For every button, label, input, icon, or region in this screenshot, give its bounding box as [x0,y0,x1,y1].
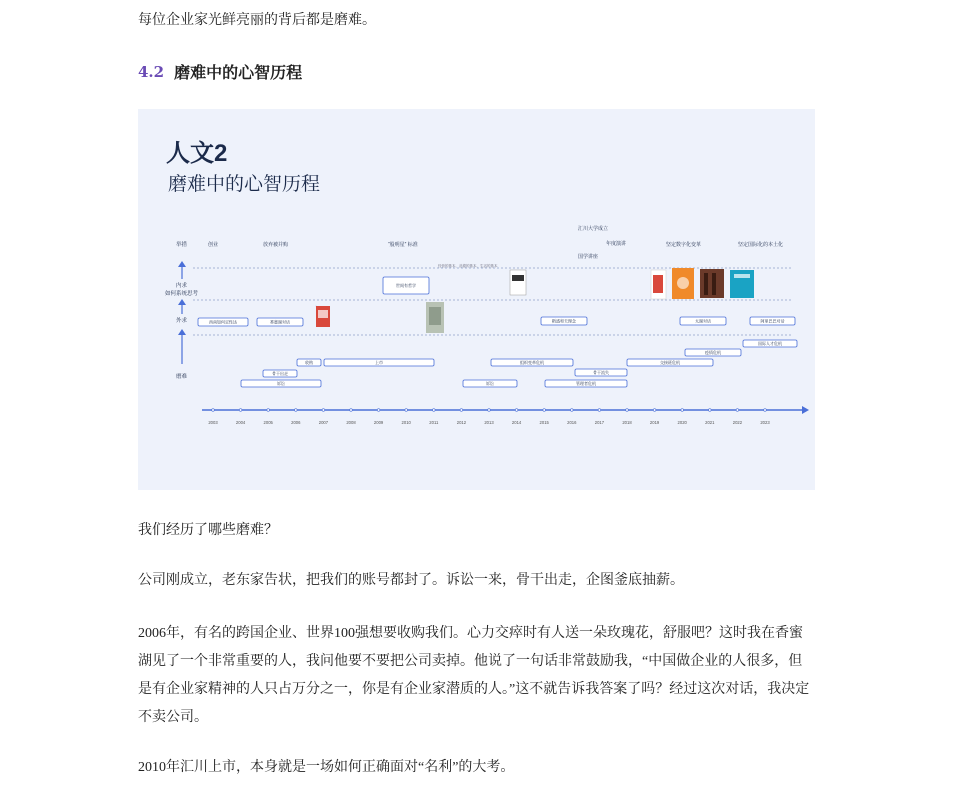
timeline-svg [138,109,815,490]
hardship-box [627,359,713,366]
year-tick [267,409,270,412]
row-label-inner: 内求如何系统思考 [165,283,199,297]
figure-background [138,109,815,490]
year-label: 2018 [622,420,632,425]
hardship-box-label: 骨干流失 [593,370,609,375]
year-label: 2005 [263,420,273,425]
year-tick [239,409,242,412]
year-tick [736,409,739,412]
year-label: 2013 [484,420,494,425]
year-label: 2011 [429,420,439,425]
outer-box-label: 稻盛和夫理念 [552,318,576,324]
paragraph-3: 2006年，有名的跨国企业、世界100强想要收购我们。心力交瘁时有人送一朵玫瑰花，舒服吧？这时我在香蜜湖见了一个非常重要的人，我问他要不要把公司卖掉。他说了一句话非常鼓励我，“中国做企业的人很多，但是有企业家精神的人只占万分之一，你是有企业家潜质的人。”这不就告诉我答案了吗？经过这次对话，我决定不卖公司。 [138,626,810,725]
year-label: 2012 [456,420,467,425]
year-tick [764,409,767,412]
outer-box-label: 太湖对话 [695,318,711,324]
year-label: 2020 [677,420,687,425]
outer-box [198,318,248,326]
hardship-box [263,370,297,377]
row-label-hardship: 磨难 [176,374,188,380]
year-tick [515,409,518,412]
milestone-label: 创业 [208,242,219,248]
hardship-box [491,359,573,366]
hardship-box [575,369,627,376]
intro-paragraph: 每位企业家光鲜亮丽的背后都是磨难。 [138,12,376,28]
year-tick [709,409,712,412]
hardship-box-label: 骨干出走 [272,371,288,376]
book-icon [700,269,724,298]
year-tick [322,409,325,412]
section-number: 4.2 [138,62,165,81]
year-tick [460,409,463,412]
year-label: 2017 [594,420,605,425]
year-tick [295,409,298,412]
hardship-box-label: 疫情危机 [705,350,721,355]
milestone-label: 年度演讲 [606,241,627,247]
hardship-box-label: 交接班危机 [660,360,680,365]
hardship-box [463,380,517,387]
book-icon [730,270,754,298]
year-label: 2006 [291,420,301,425]
hardship-box [324,359,434,366]
book-icon [316,306,330,327]
year-tick [653,409,656,412]
hardship-box-label: 诉讼 [277,381,285,386]
year-tick [377,409,380,412]
hardship-box-label: 管理者危机 [576,381,596,386]
book-icon [510,270,526,295]
year-tick [681,409,684,412]
hardship-box [743,340,797,347]
year-tick [405,409,408,412]
year-label: 2022 [732,420,743,425]
milestone-label: 坚定国际化的本土化 [738,242,784,248]
figure-subtitle: 磨难中的心智历程 [168,174,321,195]
year-label: 2015 [539,420,549,425]
book-icon [651,270,666,299]
section-heading [138,60,302,83]
row-label-top: 举措 [176,242,188,248]
hardship-box-label: 收购 [305,360,313,365]
figure-title: 人文2 [166,140,228,167]
year-tick [433,409,436,412]
paragraph-2: 公司刚成立，老东家告状，把我们的账号都封了。诉讼一来，骨干出走，企图釜底抽薪。 [138,572,684,588]
row-label-outer: 外求 [176,318,188,324]
outer-box-label: 西南如何定性达 [209,319,237,325]
year-tick [571,409,574,412]
section-title: 磨难中的心智历程 [174,63,303,82]
milestone-label: 国学讲座 [578,254,599,260]
inner-box [383,277,429,294]
milestone-label: “股明星” 标准 [388,242,418,248]
year-label: 2019 [649,420,660,425]
year-label: 2021 [705,420,715,425]
book-icon [672,268,694,299]
year-label: 2016 [567,420,577,425]
milestone-label: 汇川大学成立 [578,226,609,232]
inner-box-label: 世间有哲学 [396,283,416,288]
hardship-box-label: 国际人才危机 [758,341,782,346]
hardship-box [685,349,741,356]
outer-box [541,317,587,325]
year-label: 2023 [760,420,770,425]
hardship-box [241,380,321,387]
year-tick [488,409,491,412]
hardship-box-label: 诉讼 [486,381,494,386]
year-label: 2008 [346,420,356,425]
book-icon [426,302,444,333]
milestone-label: 坚定数字化变革 [666,242,702,248]
year-label: 2007 [318,420,329,425]
paragraph-4: 2010年汇川上市，本身就是一场如何正确面对“名利”的大考。 [138,760,515,775]
hardship-box [545,380,627,387]
year-label: 2003 [208,420,218,425]
year-tick [598,409,601,412]
year-tick [212,409,215,412]
year-label: 2004 [235,420,246,425]
hardship-box [297,359,321,366]
timeline-figure [138,109,815,490]
outer-box-label: 阿里巴巴对话 [760,318,785,324]
year-tick [350,409,353,412]
year-tick [626,409,629,412]
year-label: 2009 [373,420,384,425]
side-note: 经营的基本，品德的基本，生活的基本 [438,264,498,268]
year-label: 2010 [401,420,411,425]
year-label: 2014 [511,420,522,425]
outer-box [257,318,303,326]
milestone-label: 放弃被并购 [263,242,289,248]
hardship-box-label: 组织变革危机 [520,360,544,365]
year-tick [543,409,546,412]
paragraph-1: 我们经历了哪些磨难？ [138,522,278,538]
outer-box [750,317,795,325]
hardship-box-label: 上市 [375,360,383,365]
outer-box-label: 香蜜湖对话 [270,319,290,325]
outer-box [680,317,726,325]
